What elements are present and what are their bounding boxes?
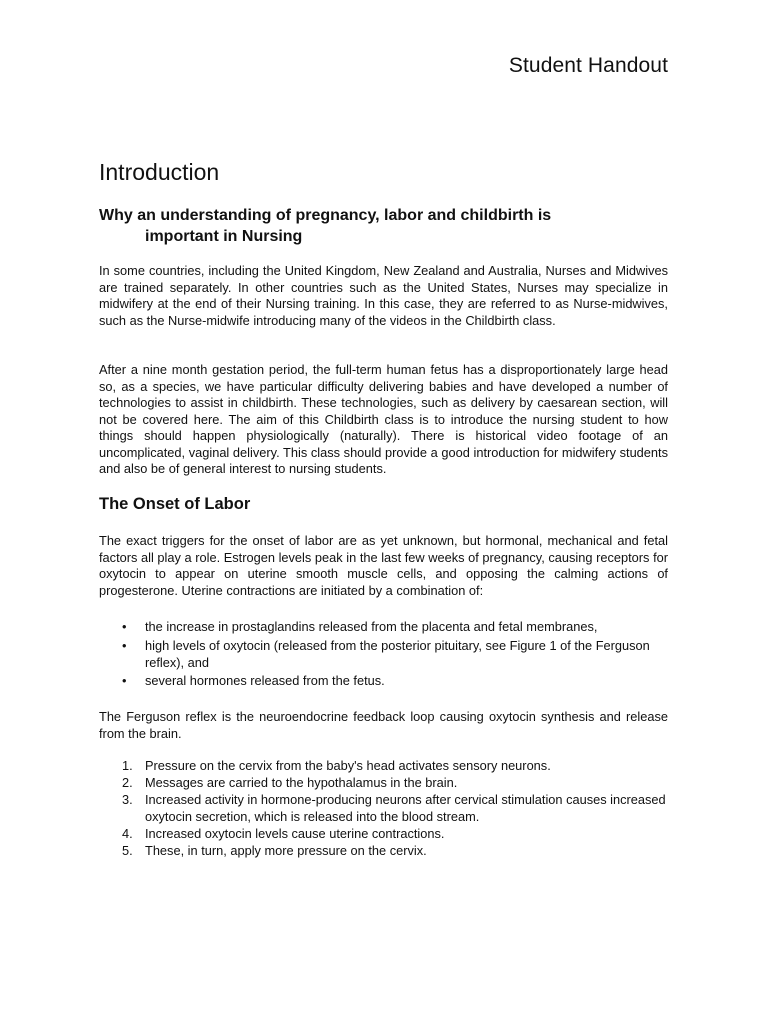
list-item	[122, 758, 670, 775]
subtitle-line-2: important in Nursing	[145, 228, 303, 245]
list-item	[122, 618, 670, 635]
handout-header: Student Handout	[508, 54, 668, 77]
bullet-marker: •	[122, 637, 127, 653]
step-text: Pressure on the cervix from the baby's head activates sensory neurons.	[145, 758, 551, 773]
list-item-text: high levels of oxytocin (released from the posterior pituitary, see Figure 1 of the Ferguson reflex), and	[145, 637, 650, 670]
list-item	[122, 637, 670, 671]
bullet-marker: •	[122, 619, 127, 634]
introduction-subtitle	[99, 205, 659, 247]
list-item	[122, 775, 670, 792]
list-item	[122, 792, 670, 825]
subtitle-line-1: Why an understanding of pregnancy, labor and childbirth is	[99, 207, 552, 224]
step-number: 4.	[122, 825, 133, 841]
list-item	[122, 842, 670, 860]
list-item-text: the increase in prostaglandins released from the placenta and fetal membranes,	[145, 619, 598, 634]
step-text: Messages are carried to the hypothalamus in the brain.	[145, 775, 458, 790]
list-item	[122, 825, 670, 843]
intro-paragraph-2: After a nine month gestation period, the full-term human fetus has a disproportionately large head so, as a species, we have particular difficulty delivering babies and have developed a number of technologies to assist in childbirth. These technologies, such as delivery by caesarean section, will not be covered here. The aim of this Childbirth class is to introduce the nursing student to how things should happen physiologically (naturally). There is historical video footage of an uncomplicated, vaginal delivery. This class should provide a good introduction for midwifery students and also be of general interest to nursing students.	[99, 362, 668, 476]
step-number: 1.	[122, 758, 133, 773]
ferguson-reflex-steps	[122, 758, 670, 860]
intro-paragraph-1: In some countries, including the United Kingdom, New Zealand and Australia, Nurses and Midwives are trained separately. In other countries such as the United States, Nurses may specialize in midwifery at the end of their Nursing training. In this case, they are referred to as Nurse-midwives, such as the Nurse-midwife introducing many of the videos in the Childbirth class.	[99, 263, 668, 328]
step-text: These, in turn, apply more pressure on the cervix.	[145, 842, 427, 858]
list-item-text: several hormones released from the fetus.	[145, 673, 385, 688]
step-number: 3.	[122, 792, 133, 807]
triggers-bullet-list	[122, 618, 670, 691]
list-item	[122, 672, 670, 689]
step-number: 2.	[122, 775, 133, 790]
onset-heading: The Onset of Labor	[99, 495, 251, 513]
bullet-marker: •	[122, 673, 127, 688]
step-text: Increased oxytocin levels cause uterine contractions.	[145, 825, 445, 841]
onset-paragraph-2: The Ferguson reflex is the neuroendocrine feedback loop causing oxytocin synthesis and release from the brain.	[99, 709, 668, 741]
step-text: Increased activity in hormone-producing neurons after cervical stimulation causes increased oxytocin secretion, which is released into the blood stream.	[145, 792, 666, 824]
step-number: 5.	[122, 842, 133, 858]
introduction-heading: Introduction	[99, 159, 220, 185]
onset-paragraph-1: The exact triggers for the onset of labor are as yet unknown, but hormonal, mechanical and fetal factors all play a role. Estrogen levels peak in the last few weeks of pregnancy, causing receptors for oxytocin to appear on uterine smooth muscle cells, and opposing the calming actions of progesterone. Uterine contractions are initiated by a combination of:	[99, 533, 668, 598]
